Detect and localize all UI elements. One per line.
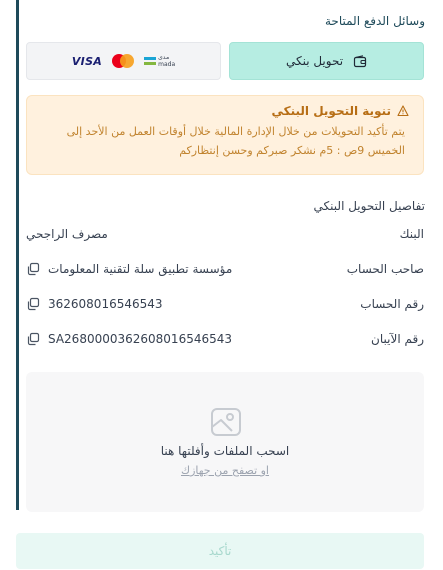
copy-icon[interactable] — [26, 332, 40, 346]
detail-label: رقم الحساب — [360, 297, 424, 311]
warning-icon — [397, 105, 409, 117]
payment-methods-title: وسائل الدفع المتاحة — [324, 14, 425, 28]
detail-row-bank — [26, 227, 424, 241]
detail-row-account-number — [26, 297, 424, 311]
detail-row-account-holder — [26, 262, 424, 276]
file-dropzone[interactable] — [26, 372, 424, 512]
detail-row-iban — [26, 332, 424, 346]
mastercard-logo — [112, 54, 134, 68]
detail-value: 362608016546543 — [48, 297, 163, 311]
payment-methods — [26, 42, 424, 80]
notice-title: تنوية التحويل البنكي — [271, 104, 391, 118]
detail-value: مؤسسة تطبيق سلة لتقنية المعلومات — [48, 262, 233, 276]
confirm-button[interactable]: تأكيد — [16, 533, 424, 569]
detail-label: رقم الآيبان — [371, 332, 424, 346]
detail-label: البنك — [399, 227, 424, 241]
transfer-details-title: تفاصيل التحويل البنكي — [313, 199, 425, 213]
mada-logo: مدى mada — [144, 54, 175, 68]
detail-value: SA2680000362608016546543 — [48, 332, 233, 346]
copy-icon[interactable] — [26, 262, 40, 276]
notice-body: يتم تأكيد التحويلات من خلال الإدارة المالية خلال أوقات العمل من الأحد إلى الخميس 9ص : 5م نشكر صبركم وحسن إنتظاركم — [66, 125, 405, 157]
copy-icon[interactable] — [26, 297, 40, 311]
bank-transfer-option[interactable] — [229, 42, 424, 80]
card-payment-option[interactable] — [26, 42, 221, 80]
wallet-icon — [353, 55, 367, 68]
browse-device-link[interactable]: او تصفح من جهازك — [181, 464, 269, 477]
visa-logo: VISA — [71, 54, 103, 68]
bank-transfer-label: تحويل بنكي — [285, 54, 344, 68]
bank-transfer-notice — [26, 95, 424, 175]
active-step-indicator — [16, 0, 19, 510]
image-upload-icon — [210, 407, 242, 437]
detail-label: صاحب الحساب — [346, 262, 424, 276]
detail-value: مصرف الراجحي — [26, 227, 108, 241]
dropzone-text: اسحب الملفات وأفلتها هنا — [160, 444, 290, 458]
